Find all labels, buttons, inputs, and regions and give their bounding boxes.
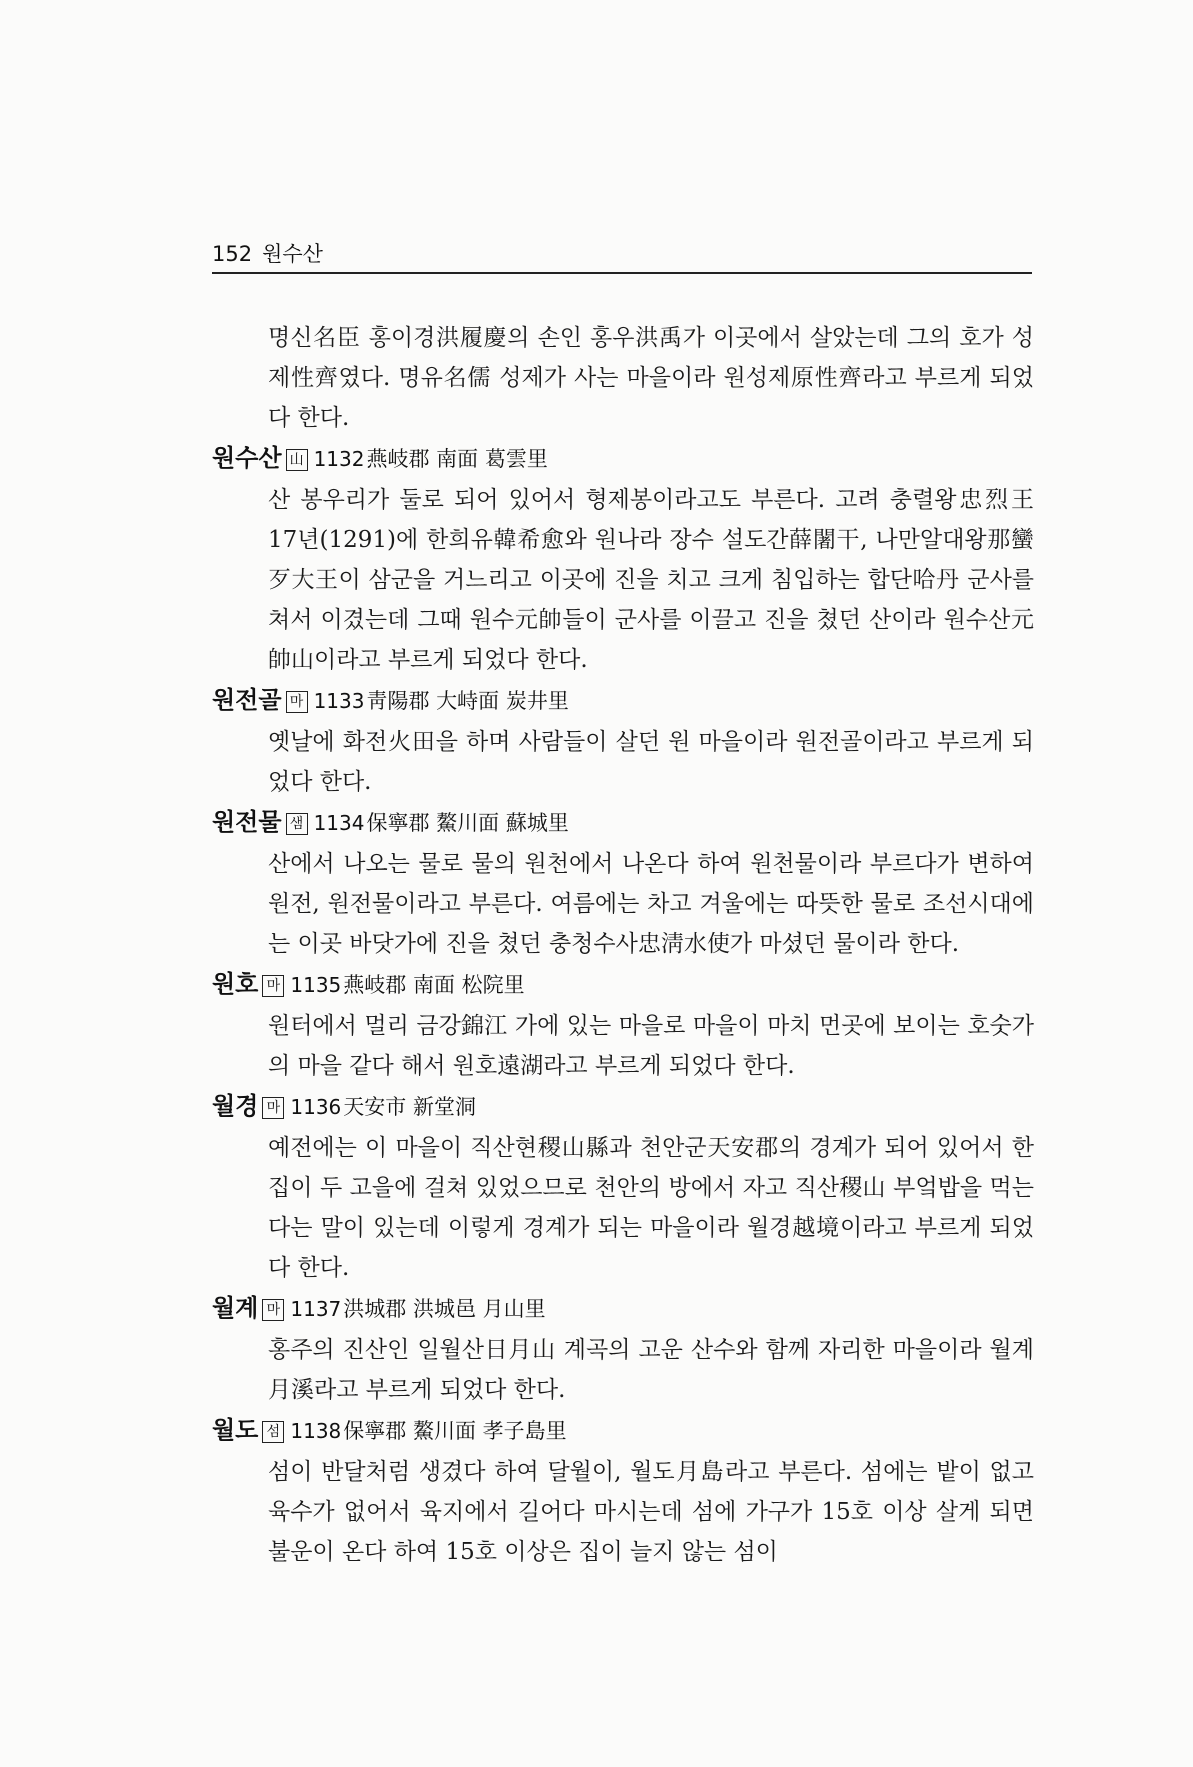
category-badge: 마 xyxy=(286,691,308,713)
running-title: 원수산 xyxy=(262,242,323,266)
entry-term: 월도 xyxy=(212,1416,259,1444)
entry-term: 원전골 xyxy=(212,686,282,714)
entry-wonjeonmul xyxy=(212,802,1034,964)
entry-term: 월경 xyxy=(212,1092,259,1120)
entry-text: 산에서 나오는 물로 물의 원천에서 나온다 하여 원천물이라 부르다가 변하여 원전, 원전물이라고 부른다. 여름에는 차고 겨울에는 따뜻한 물로 조선시대에는 이곳 바닷가에 진을 쳤던 충청수사忠淸水使가 마셨던 물이라 한다. xyxy=(268,851,1034,957)
page-header xyxy=(212,236,1032,272)
entry-wonjeongol xyxy=(212,680,1034,802)
entry-number: 1132 xyxy=(313,447,365,471)
entry-location: 靑陽郡 大峙面 炭井里 xyxy=(366,689,569,713)
entry-text: 예전에는 이 마을이 직산현稷山縣과 천안군天安郡의 경계가 되어 있어서 한 집이 두 고을에 걸쳐 있었으므로 천안의 방에서 자고 직산稷山 부엌밥을 먹는다는 말이 있는데 이렇게 경계가 되는 마을이라 월경越境이라고 부르게 되었다 한다. xyxy=(268,1135,1034,1281)
entry-heading xyxy=(212,1086,1034,1128)
category-badge: 마 xyxy=(262,1299,284,1321)
entry-number: 1136 xyxy=(290,1095,342,1119)
entry-wolgye xyxy=(212,1288,1034,1410)
entry-heading xyxy=(212,438,1034,480)
page-body xyxy=(212,318,1034,1572)
entry-heading xyxy=(212,1288,1034,1330)
entry-location: 天安市 新堂洞 xyxy=(343,1095,476,1119)
entry-number: 1138 xyxy=(290,1419,342,1443)
category-badge: 마 xyxy=(262,975,284,997)
page-number: 152 xyxy=(212,242,253,266)
entry-text: 옛날에 화전火田을 하며 사람들이 살던 원 마을이라 원전골이라고 부르게 되었다 한다. xyxy=(268,729,1034,795)
entry-number: 1137 xyxy=(290,1297,342,1321)
entry-term: 원전물 xyxy=(212,808,282,836)
intro-paragraph: 명신名臣 홍이경洪履慶의 손인 홍우洪禹가 이곳에서 살았는데 그의 호가 성제性齊였다. 명유名儒 성제가 사는 마을이라 원성제原性齊라고 부르게 되었다 한다. xyxy=(268,325,1034,431)
entry-number: 1135 xyxy=(290,973,342,997)
category-badge: 마 xyxy=(262,1097,284,1119)
entry-text: 홍주의 진산인 일월산日月山 계곡의 고운 산수와 함께 자리한 마을이라 월계月溪라고 부르게 되었다 한다. xyxy=(268,1337,1034,1403)
category-badge: 섬 xyxy=(262,1421,284,1443)
entry-text: 섬이 반달처럼 생겼다 하여 달월이, 월도月島라고 부른다. 섬에는 밭이 없고 육수가 없어서 육지에서 길어다 마시는데 섬에 가구가 15호 이상 살게 되면 불운이 온다 하여 15호 이상은 집이 늘지 않는 섬이 xyxy=(268,1459,1034,1565)
entry-text: 원터에서 멀리 금강錦江 가에 있는 마을로 마을이 마치 먼곳에 보이는 호숫가의 마을 같다 해서 원호遠湖라고 부르게 되었다 한다. xyxy=(268,1013,1034,1079)
entry-woldo xyxy=(212,1410,1034,1572)
category-badge: 샘 xyxy=(286,813,308,835)
entry-location: 保寧郡 鰲川面 孝子島里 xyxy=(343,1419,567,1443)
entry-wolgyeong xyxy=(212,1086,1034,1288)
entry-wonsusan xyxy=(212,438,1034,680)
entry-heading xyxy=(212,964,1034,1006)
category-badge: 山 xyxy=(286,449,308,471)
entry-term: 원호 xyxy=(212,970,259,998)
entry-location: 燕岐郡 南面 松院里 xyxy=(343,973,525,997)
entry-number: 1133 xyxy=(313,689,365,713)
entry-heading xyxy=(212,680,1034,722)
entry-text: 산 봉우리가 둘로 되어 있어서 형제봉이라고도 부른다. 고려 충렬왕忠烈王 17년(1291)에 한희유韓希愈와 원나라 장수 설도간薛闍干, 나만알대왕那蠻歹大王이 삼군을 거느리고 이곳에 진을 치고 크게 침입하는 합단哈丹 군사를 쳐서 이겼는데 그때 원수元帥들이 군사를 이끌고 진을 쳤던 산이라 원수산元帥山이라고 부르게 되었다 한다. xyxy=(268,487,1034,673)
entry-number: 1134 xyxy=(313,811,365,835)
entry-term: 월계 xyxy=(212,1294,259,1322)
entry-wonho xyxy=(212,964,1034,1086)
entry-heading xyxy=(212,1410,1034,1452)
entry-heading xyxy=(212,802,1034,844)
entry-location: 保寧郡 鰲川面 蘇城里 xyxy=(366,811,569,835)
header-rule xyxy=(212,272,1032,274)
entry-location: 洪城郡 洪城邑 月山里 xyxy=(343,1297,546,1321)
entry-location: 燕岐郡 南面 葛雲里 xyxy=(366,447,548,471)
entry-term: 원수산 xyxy=(212,444,282,472)
